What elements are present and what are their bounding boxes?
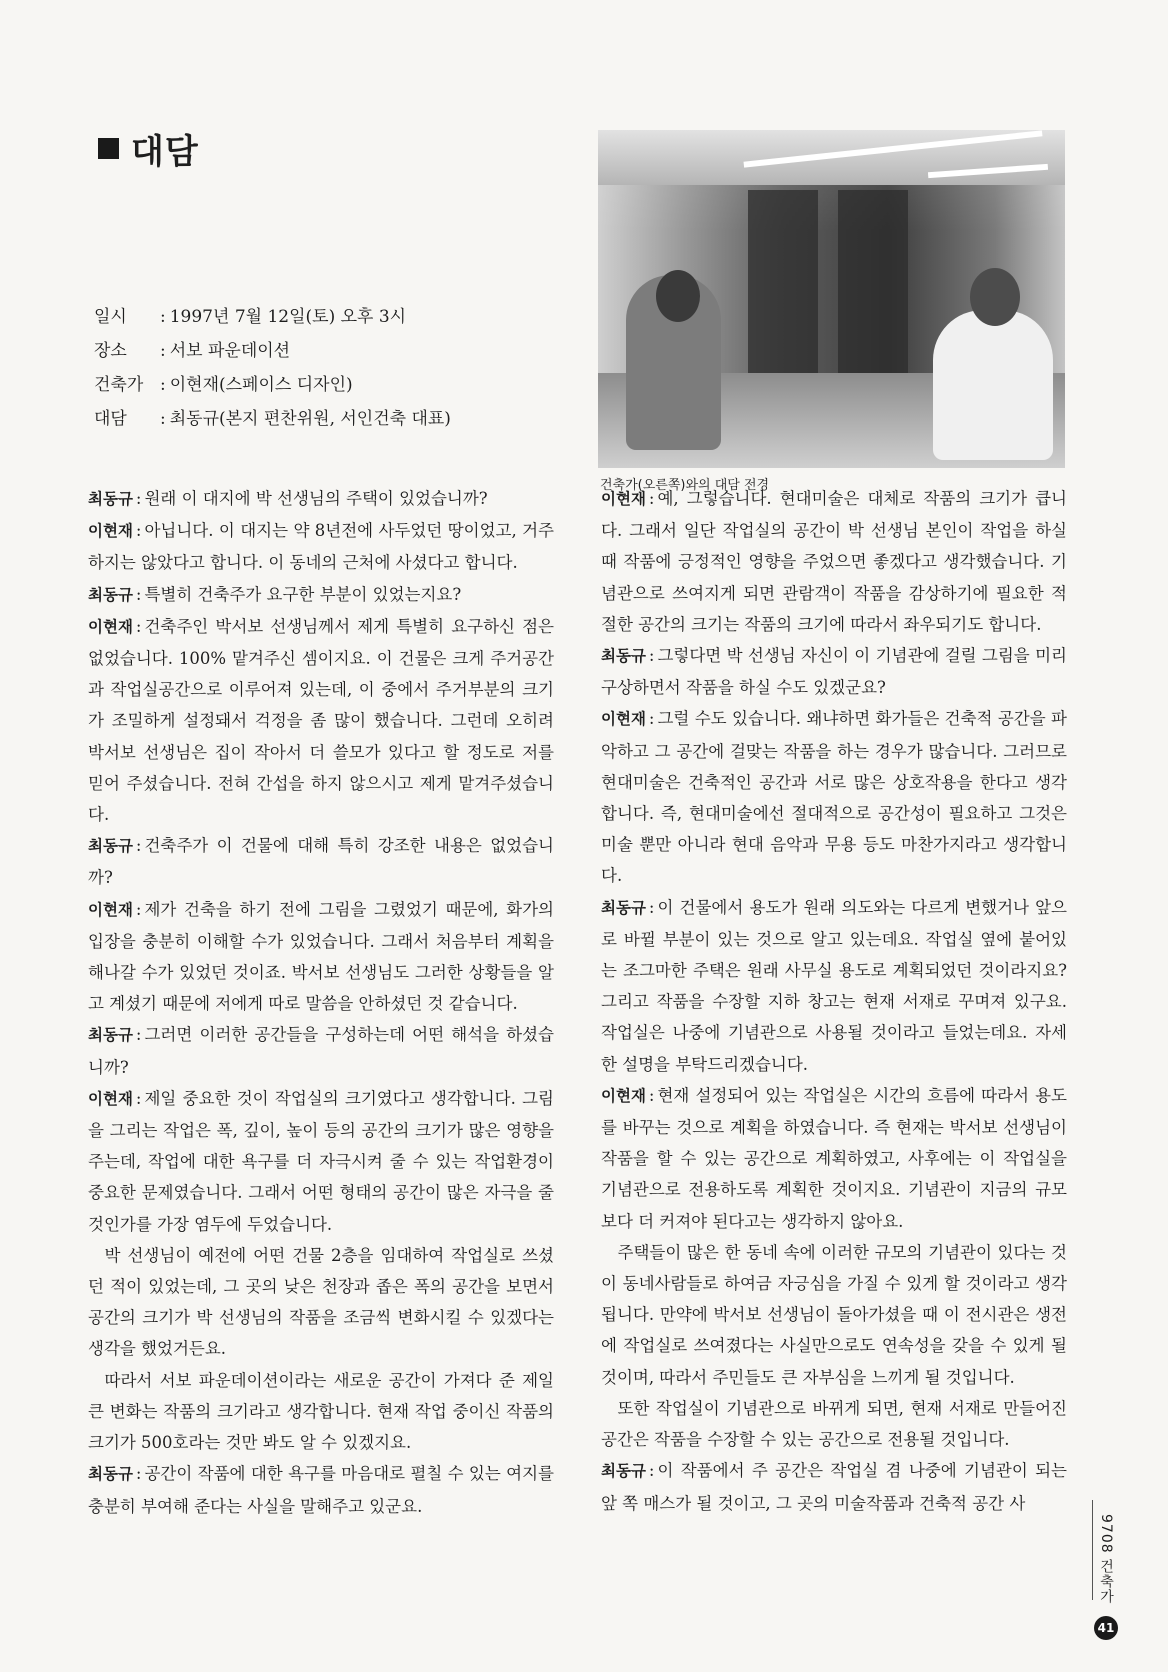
dialogue-paragraph: 이현재 : 예, 그렇습니다. 현대미술은 대체로 작품의 크기가 큽니다. 그래서 일단 작업실의 공간이 박 선생님 본인이 작업을 하실 때 작품에 긍정적인 영향을 주었으면 좋겠다고 생각했습니다. 기념관으로 쓰여지게 되면 관람객이 작품을 감상하기에 필요한 적절한 공간의 크기는 작품의 크기에 따라서 좌우되기도 합니다. [601,489,1067,634]
info-value: 이현재(스페이스 디자인) [169,375,353,395]
dialogue-text: 예, 그렇습니다. 현대미술은 대체로 작품의 크기가 큽니다. 그래서 일단 작업실의 공간이 박 선생님 본인이 작업을 하실 때 작품에 긍정적인 영향을 주었으면 좋겠다고 생각했습니다. 기념관으로 쓰여지게 되면 관람객이 작품을 감상하기에 필요한 적절한 공간의 크기는 작품의 크기에 따라서 좌우되기도 합니다. [601,489,1067,634]
dialogue-text: 그렇다면 박 선생님 자신이 이 기념관에 걸릴 그림을 미리 구상하면서 작품을 하실 수도 있겠군요? [601,646,1067,698]
info-label: 일시 [94,307,127,327]
info-row-date: 일시 : 1997년 7월 12일(토) 오후 3시 [94,300,574,334]
dialogue-text: 따라서 서보 파운데이션이라는 새로운 공간이 가져다 준 제일 큰 변화는 작품의 크기라고 생각합니다. 현재 작업 중이신 작품의 크기가 500호라는 것만 봐도 알 수 있겠지요. [88,1370,554,1453]
dialogue-paragraph [601,1393,1067,1455]
info-row-place: 장소 : 서보 파운데이션 [94,334,574,368]
interview-photo [598,130,1065,468]
dialogue-text: 이 건물에서 용도가 원래 의도와는 다르게 변했거나 앞으로 바뀔 부분이 있는 것으로 알고 있는데요. 작업실 옆에 붙어있는 조그마한 주택은 원래 사무실 용도로 계획되었던 것이라지요? 그리고 작품을 수장할 지하 창고는 현재 서재로 꾸며져 있구요. 작업실은 나중에 기념관으로 사용될 것이라고 들었는데요. 자세한 설명을 부탁드리겠습니다. [601,897,1067,1074]
dialogue-text: 공간이 작품에 대한 욕구를 마음대로 펼칠 수 있는 여지를 충분히 부여해 준다는 사실을 말해주고 있군요. [88,1464,554,1516]
dialogue-paragraph: 이현재 : 그럴 수도 있습니다. 왜냐하면 화가들은 건축적 공간을 파악하고 그 공간에 걸맞는 작품을 하는 경우가 많습니다. 그러므로 현대미술은 건축적인 공간과 서로 많은 상호작용을 한다고 생각합니다. 즉, 현대미술에선 절대적으로 공간성이 필요하고 그것은 미술 뿐만 아니라 현대 음악과 무용 등도 마찬가지라고 생각합니다. [601,709,1067,886]
info-label: 대담 [94,409,127,429]
right-column [601,483,1067,1519]
dialogue-paragraph: 최동규 : 공간이 작품에 대한 욕구를 마음대로 펼칠 수 있는 여지를 충분히 부여해 준다는 사실을 말해주고 있군요. [88,1464,554,1516]
dialogue-paragraph: 최동규 : 그러면 이러한 공간들을 구성하는데 어떤 해석을 하셨습니까? [88,1025,554,1077]
dialogue-text: 또한 작업실이 기념관으로 바뀌게 되면, 현재 서재로 만들어진 공간은 작품을 수장할 수 있는 공간으로 전용될 것입니다. [601,1398,1067,1450]
dialogue-text: 건축주가 이 건물에 대해 특히 강조한 내용은 없었습니까? [88,836,554,888]
dialogue-paragraph: 이현재 : 아닙니다. 이 대지는 약 8년전에 사두었던 땅이었고, 거주하지는 않았다고 합니다. 이 동네의 근처에 사셨다고 합니다. [88,521,554,573]
dialogue-text: 주택들이 많은 한 동네 속에 이러한 규모의 기념관이 있다는 것이 동네사람들로 하여금 자긍심을 가질 수 있게 할 것이라고 생각됩니다. 만약에 박서보 선생님이 돌아가셨을 때 이 전시관은 생전에 작업실로 쓰여졌다는 사실만으로도 연속성을 갖을 수 있게 될 것이며, 따라서 주민들도 큰 자부심을 느끼게 될 것입니다. [601,1242,1067,1387]
speaker-name: 최동규 [88,1026,133,1045]
speaker-name: 최동규 [601,1462,646,1481]
info-value: 최동규(본지 편찬위원, 서인건축 대표) [169,409,451,429]
dialogue-paragraph: 최동규 : 그렇다면 박 선생님 자신이 이 기념관에 걸릴 그림을 미리 구상하면서 작품을 하실 수도 있겠군요? [601,646,1067,698]
dialogue-text: 박 선생님이 예전에 어떤 건물 2층을 임대하여 작업실로 쓰셨던 적이 있었는데, 그 곳의 낮은 천장과 좁은 폭의 공간을 보면서 공간의 크기가 박 선생님의 작품을 조금씩 변화시킬 수 있겠다는 생각을 했었거든요. [88,1245,554,1359]
dialogue-paragraph: 최동규 : 건축주가 이 건물에 대해 특히 강조한 내용은 없었습니까? [88,836,554,888]
dialogue-paragraph: 이현재 : 제가 건축을 하기 전에 그림을 그렸었기 때문에, 화가의 입장을 충분히 이해할 수가 있었습니다. 그래서 처음부터 계획을 해나갈 수가 있었던 것이죠. 박서보 선생님도 그러한 상황들을 알고 계셨기 때문에 저에게 따로 말씀을 안하셨던 것 같습니다. [88,899,554,1014]
speaker-name: 이현재 [601,710,646,729]
page-number: 41 [1094,1616,1118,1640]
left-column [88,483,554,1522]
dialogue-text: 그럴 수도 있습니다. 왜냐하면 화가들은 건축적 공간을 파악하고 그 공간에 걸맞는 작품을 하는 경우가 많습니다. 그러므로 현대미술은 건축적인 공간과 서로 많은 상호작용을 한다고 생각합니다. 즉, 현대미술에선 절대적으로 공간성이 필요하고 그것은 미술 뿐만 아니라 현대 음악과 무용 등도 마찬가지라고 생각합니다. [601,709,1067,886]
dialogue-paragraph: 이현재 : 제일 중요한 것이 작업실의 크기였다고 생각합니다. 그림을 그리는 작업은 폭, 깊이, 높이 등의 공간의 크기가 많은 영향을 주는데, 작업에 대한 욕구를 더 자극시켜 줄 수 있는 작업환경이 중요한 문제였습니다. 그래서 어떤 형태의 공간이 많은 자극을 줄 것인가를 가장 염두에 두었습니다. [88,1088,554,1234]
dialogue-paragraph [88,1365,554,1459]
dialogue-text: 이 작품에서 주 공간은 작업실 겸 나중에 기념관이 되는 앞 쪽 매스가 될 것이고, 그 곳의 미술작품과 건축적 공간 사 [601,1461,1067,1513]
speaker-name: 이현재 [88,1089,133,1108]
margin-rule [1092,1500,1093,1600]
info-row-architect: 건축가 : 이현재(스페이스 디자인) [94,368,574,402]
speaker-name: 이현재 [88,617,133,636]
dialogue-text: 그러면 이러한 공간들을 구성하는데 어떤 해석을 하셨습니까? [88,1025,554,1077]
dialogue-paragraph: 최동규 : 이 건물에서 용도가 원래 의도와는 다르게 변했거나 앞으로 바뀔 부분이 있는 것으로 알고 있는데요. 작업실 옆에 붙어있는 조그마한 주택은 원래 사무실 용도로 계획되었던 것이라지요? 그리고 작품을 수장할 지하 창고는 현재 서재로 꾸며져 있구요. 작업실은 나중에 기념관으로 사용될 것이라고 들었는데요. 자세한 설명을 부탁드리겠습니다. [601,897,1067,1074]
meeting-info [94,300,574,436]
square-bullet-icon [98,138,119,159]
running-head: 9708 건축가 [1098,1514,1114,1605]
speaker-name: 최동규 [88,490,133,508]
dialogue-paragraph [601,1237,1067,1393]
dialogue-text: 아닙니다. 이 대지는 약 8년전에 사두었던 땅이었고, 거주하지는 않았다고 합니다. 이 동네의 근처에 사셨다고 합니다. [88,521,554,573]
info-label: 장소 [94,341,127,361]
photo-caption: 건축가(오른쪽)와의 대담 전경 [600,478,770,493]
info-value: 서보 파운데이션 [169,341,291,361]
section-title-text: 대담 [131,132,199,172]
dialogue-paragraph: 최동규 : 특별히 건축주가 요구한 부분이 있었는지요? [88,584,462,604]
speaker-name: 이현재 [88,900,133,919]
dialogue-paragraph: 최동규 : 원래 이 대지에 박 선생님의 주택이 있었습니까? [88,489,488,508]
speaker-name: 최동규 [88,837,133,856]
dialogue-text: 제일 중요한 것이 작업실의 크기였다고 생각합니다. 그림을 그리는 작업은 폭, 깊이, 높이 등의 공간의 크기가 많은 영향을 주는데, 작업에 대한 욕구를 더 자극시켜 줄 수 있는 작업환경이 중요한 문제였습니다. 그래서 어떤 형태의 공간이 많은 자극을 줄 것인가를 가장 염두에 두었습니다. [88,1088,554,1234]
dialogue-paragraph: 이현재 : 건축주인 박서보 선생님께서 제게 특별히 요구하신 점은 없었습니다. 100% 맡겨주신 셈이지요. 이 건물은 크게 주거공간과 작업실공간으로 이루어져 있는데, 이 중에서 주거부분의 크기가 조밀하게 설정돼서 걱정을 좀 많이 했습니다. 그런데 오히려 박서보 선생님은 집이 작아서 더 쓸모가 있다고 할 정도로 저를 믿어 주셨습니다. 전혀 간섭을 하지 않으시고 제게 맡겨주셨습니다. [88,616,554,825]
speaker-name: 이현재 [601,1086,646,1105]
section-title [98,124,199,173]
speaker-name: 최동규 [601,647,646,666]
dialogue-paragraph [88,1240,554,1365]
dialogue-text: 특별히 건축주가 요구한 부분이 있었는지요? [144,584,462,604]
dialogue-text: 건축주인 박서보 선생님께서 제게 특별히 요구하신 점은 없었습니다. 100% 맡겨주신 셈이지요. 이 건물은 크게 주거공간과 작업실공간으로 이루어져 있는데, 이 중에서 주거부분의 크기가 조밀하게 설정돼서 걱정을 좀 많이 했습니다. 그런데 오히려 박서보 선생님은 집이 작아서 더 쓸모가 있다고 할 정도로 저를 믿어 주셨습니다. 전혀 간섭을 하지 않으시고 제게 맡겨주셨습니다. [88,616,554,825]
dialogue-text: 제가 건축을 하기 전에 그림을 그렸었기 때문에, 화가의 입장을 충분히 이해할 수가 있었습니다. 그래서 처음부터 계획을 해나갈 수가 있었던 것이죠. 박서보 선생님도 그러한 상황들을 알고 계셨기 때문에 저에게 따로 말씀을 안하셨던 것 같습니다. [88,899,554,1014]
speaker-name: 이현재 [88,522,133,541]
dialogue-paragraph: 최동규 : 이 작품에서 주 공간은 작업실 겸 나중에 기념관이 되는 앞 쪽 매스가 될 것이고, 그 곳의 미술작품과 건축적 공간 사 [601,1461,1067,1513]
dialogue-text: 원래 이 대지에 박 선생님의 주택이 있었습니까? [144,489,488,508]
dialogue-paragraph: 이현재 : 현재 설정되어 있는 작업실은 시간의 흐름에 따라서 용도를 바꾸는 것으로 계획을 하였습니다. 즉 현재는 박서보 선생님이 작품을 할 수 있는 공간으로 계획하였고, 사후에는 이 작업실을 기념관으로 전용하도록 계획한 것이지요. 기념관이 지금의 규모보다 더 커져야 된다고는 생각하지 않아요. [601,1085,1067,1231]
dialogue-text: 현재 설정되어 있는 작업실은 시간의 흐름에 따라서 용도를 바꾸는 것으로 계획을 하였습니다. 즉 현재는 박서보 선생님이 작품을 할 수 있는 공간으로 계획하였고, 사후에는 이 작업실을 기념관으로 전용하도록 계획한 것이지요. 기념관이 지금의 규모보다 더 커져야 된다고는 생각하지 않아요. [601,1085,1067,1231]
speaker-name: 최동규 [88,585,133,604]
speaker-name: 최동규 [88,1465,133,1484]
info-row-interviewer: 대담 : 최동규(본지 편찬위원, 서인건축 대표) [94,402,574,436]
info-label: 건축가 [94,375,144,395]
info-value: 1997년 7월 12일(토) 오후 3시 [169,307,407,327]
speaker-name: 최동규 [601,898,646,917]
speaker-name: 이현재 [601,490,646,508]
